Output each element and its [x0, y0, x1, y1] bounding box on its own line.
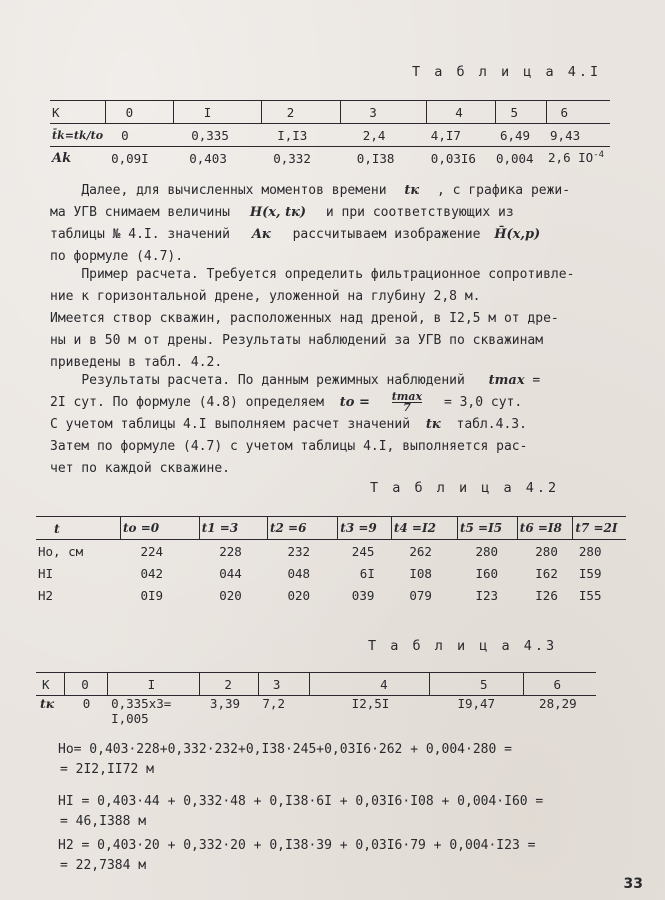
table-cell: I26: [535, 587, 558, 603]
table-cell: 039: [351, 587, 375, 603]
table-header-cell: t4 =I2: [391, 517, 457, 540]
table-4-1: [50, 100, 610, 169]
text-line: С учетом таблицы 4.I выполняем расчет значений: [50, 417, 411, 432]
table-row-label: Ak: [52, 150, 72, 166]
fraction-numerator: tmax: [391, 390, 423, 403]
table-4-3: [36, 672, 596, 726]
text-line: табл.4.3.: [456, 417, 527, 432]
table-cell: 042: [140, 565, 164, 581]
table-4-1-title: Т а б л и ц а 4.I: [412, 64, 602, 80]
paragraph: [50, 180, 610, 268]
table-cell: 0I9: [140, 587, 164, 603]
text-line: ние к горизонтальной дрене, уложенной на глубину 2,8 м.: [50, 289, 481, 304]
table-cell: I9,47: [457, 696, 496, 711]
table-row-label: HI: [38, 565, 54, 581]
handwritten-symbol: tmax: [488, 373, 525, 388]
table-row-label: t̄k=tk/to: [52, 128, 104, 142]
text-line: = 3,0 сут.: [443, 395, 523, 410]
table-header-label: K: [42, 676, 50, 692]
fraction-denominator: 7: [403, 401, 411, 414]
table-cell: 3,39: [209, 696, 241, 711]
table-cell: 020: [287, 587, 311, 603]
text-line: Пример расчета. Требуется определить фильтрационное сопротивле-: [81, 267, 575, 282]
table-header-cell: 6: [546, 101, 610, 124]
table-header-cell: to =0: [121, 517, 200, 540]
table-header-cell: 3: [341, 101, 427, 124]
text-line: по формуле (4.7).: [50, 249, 184, 264]
handwritten-symbol: tк: [425, 417, 441, 432]
table-cell: 0,335: [191, 127, 229, 143]
handwritten-symbol: H(x, tк): [249, 205, 307, 220]
table-cell: 0,I38: [356, 150, 395, 166]
text-line: и при соответствующих из: [325, 205, 514, 220]
table-cell: I,005: [111, 711, 149, 726]
table-header-cell: t5 =I5: [457, 517, 517, 540]
table-header-label: K: [52, 104, 60, 120]
table-header-cell: 4: [427, 101, 496, 124]
table-cell: I60: [475, 565, 499, 581]
table-cell: 0,335x3=: [111, 696, 172, 711]
table-cell: 0,03I6: [430, 150, 476, 166]
table-cell: 079: [409, 587, 432, 603]
table-header-cell: t7 =2I: [573, 517, 626, 540]
formula-line: HI = 0,403·44 + 0,332·48 + 0,I38·6I + 0,03I6·I08 + 0,004·I60 =: [58, 794, 544, 809]
table-cell: 0,403: [189, 150, 227, 166]
table-header-cell: 2: [200, 673, 258, 696]
table-4-2: [36, 516, 626, 606]
handwritten-symbol: H̄(x,p): [494, 227, 541, 242]
table-cell: I62: [535, 565, 558, 581]
table-cell: 0: [82, 696, 91, 711]
table-4-3-title: Т а б л и ц а 4.3: [368, 638, 558, 654]
table-cell: 280: [535, 543, 558, 559]
table-header-cell: 2: [261, 101, 341, 124]
text-line: 2I сут. По формуле (4.8) определяем: [50, 395, 324, 410]
table-header-cell: 3: [258, 673, 309, 696]
formula-line: = 2I2,II72 м: [60, 762, 154, 777]
text-line: Затем по формуле (4.7) с учетом таблицы 4.I, выполняется рас-: [50, 439, 528, 454]
table-cell: 6I: [359, 565, 375, 581]
table-cell: 6,49: [499, 127, 531, 143]
table-cell: 4,I7: [430, 127, 461, 143]
table-cell: 7,2: [262, 696, 285, 711]
table-header-cell: t2 =6: [267, 517, 337, 540]
text-line: чет по каждой скважине.: [50, 461, 231, 476]
table-row-label: Но, см: [38, 543, 84, 559]
text-line: приведены в табл. 4.2.: [50, 355, 223, 370]
table-cell: I23: [475, 587, 499, 603]
formula-line: = 46,I388 м: [60, 814, 147, 829]
table-cell: 0,004: [495, 150, 534, 166]
table-row-label: tк: [40, 696, 55, 711]
table-cell: I55: [578, 587, 602, 603]
table-header-cell: t1 =3: [199, 517, 267, 540]
paragraph: [50, 264, 610, 374]
formula-line: = 22,7384 м: [60, 858, 147, 873]
text-line: Далее, для вычисленных моментов времени: [81, 183, 387, 198]
table-cell: 228: [219, 543, 242, 559]
table-header-cell: 6: [523, 673, 596, 696]
table-cell: 020: [219, 587, 242, 603]
handwritten-symbol: Aк: [251, 227, 271, 242]
table-cell: 245: [351, 543, 375, 559]
table-cell: 28,29: [539, 696, 577, 711]
table-cell: I59: [578, 565, 602, 581]
formula-line: Ho= 0,403·228+0,332·232+0,I38·245+0,03I6·262 + 0,004·280 =: [58, 742, 512, 757]
table-cell: I08: [409, 565, 432, 581]
handwritten-symbol: to =: [339, 395, 370, 410]
table-cell-exponent: -4: [593, 150, 605, 161]
table-cell: 9,43: [550, 127, 581, 143]
paragraph: Результаты расчета. По данным режимных наблюдений tmax = 2I сут. По формуле (4.8) определяем to = tmax 7 = 3,0 сут. С учетом таблицы 4.I выполняем расчет значений tк табл.4.3. Затем по формуле (4.7) с учетом таблицы 4.I, выполняется рас- чет по каждой скважине.: [50, 370, 610, 480]
formula-h0: [58, 740, 512, 780]
table-cell: 224: [140, 543, 164, 559]
text-line: , с графика режи-: [437, 183, 571, 198]
text-line: ма УГВ снимаем величины: [50, 205, 231, 220]
table-cell: 2,6 IO: [548, 150, 594, 166]
table-header-cell: I: [107, 673, 200, 696]
text-line: ны и в 50 м от дрены. Результаты наблюдений за УГВ по скважинам: [50, 333, 544, 348]
table-cell: 262: [409, 543, 432, 559]
table-4-2-title: Т а б л и ц а 4.2: [370, 480, 560, 496]
page-number: 33: [623, 876, 643, 892]
table-cell: 280: [578, 543, 602, 559]
table-cell: 280: [475, 543, 499, 559]
table-cell: 0: [121, 127, 129, 143]
formula-h2: [58, 836, 535, 876]
table-header-cell: 0: [105, 101, 173, 124]
formula-h1: [58, 792, 543, 832]
table-cell: 048: [287, 565, 311, 581]
table-header-cell: 5: [496, 101, 546, 124]
table-header-cell: 4: [310, 673, 430, 696]
table-cell: 044: [219, 565, 242, 581]
table-header-cell: t6 =I8: [517, 517, 573, 540]
table-header-label: t: [54, 520, 60, 536]
table-header-cell: I: [173, 101, 261, 124]
text-line: таблицы № 4.I. значений: [50, 227, 231, 242]
text-line: Имеется створ скважин, расположенных над дреной, в I2,5 м от дре-: [50, 311, 559, 326]
table-header-cell: 0: [65, 673, 107, 696]
table-header-cell: 5: [429, 673, 523, 696]
table-header-cell: t3 =9: [338, 517, 392, 540]
formula-line: H2 = 0,403·20 + 0,332·20 + 0,I38·39 + 0,03I6·79 + 0,004·I23 =: [58, 838, 536, 853]
table-row-label: H2: [38, 587, 54, 603]
table-cell: 0,332: [273, 150, 311, 166]
table-cell: I,I3: [277, 127, 308, 143]
table-cell: 232: [287, 543, 311, 559]
table-cell: 2,4: [362, 127, 386, 143]
text-line: рассчитываем изображение: [292, 227, 481, 242]
table-cell: 0,09I: [111, 150, 149, 166]
handwritten-symbol: tк: [404, 183, 420, 198]
text-line: Результаты расчета. По данным режимных наблюдений: [81, 373, 465, 388]
table-cell: I2,5I: [351, 696, 390, 711]
